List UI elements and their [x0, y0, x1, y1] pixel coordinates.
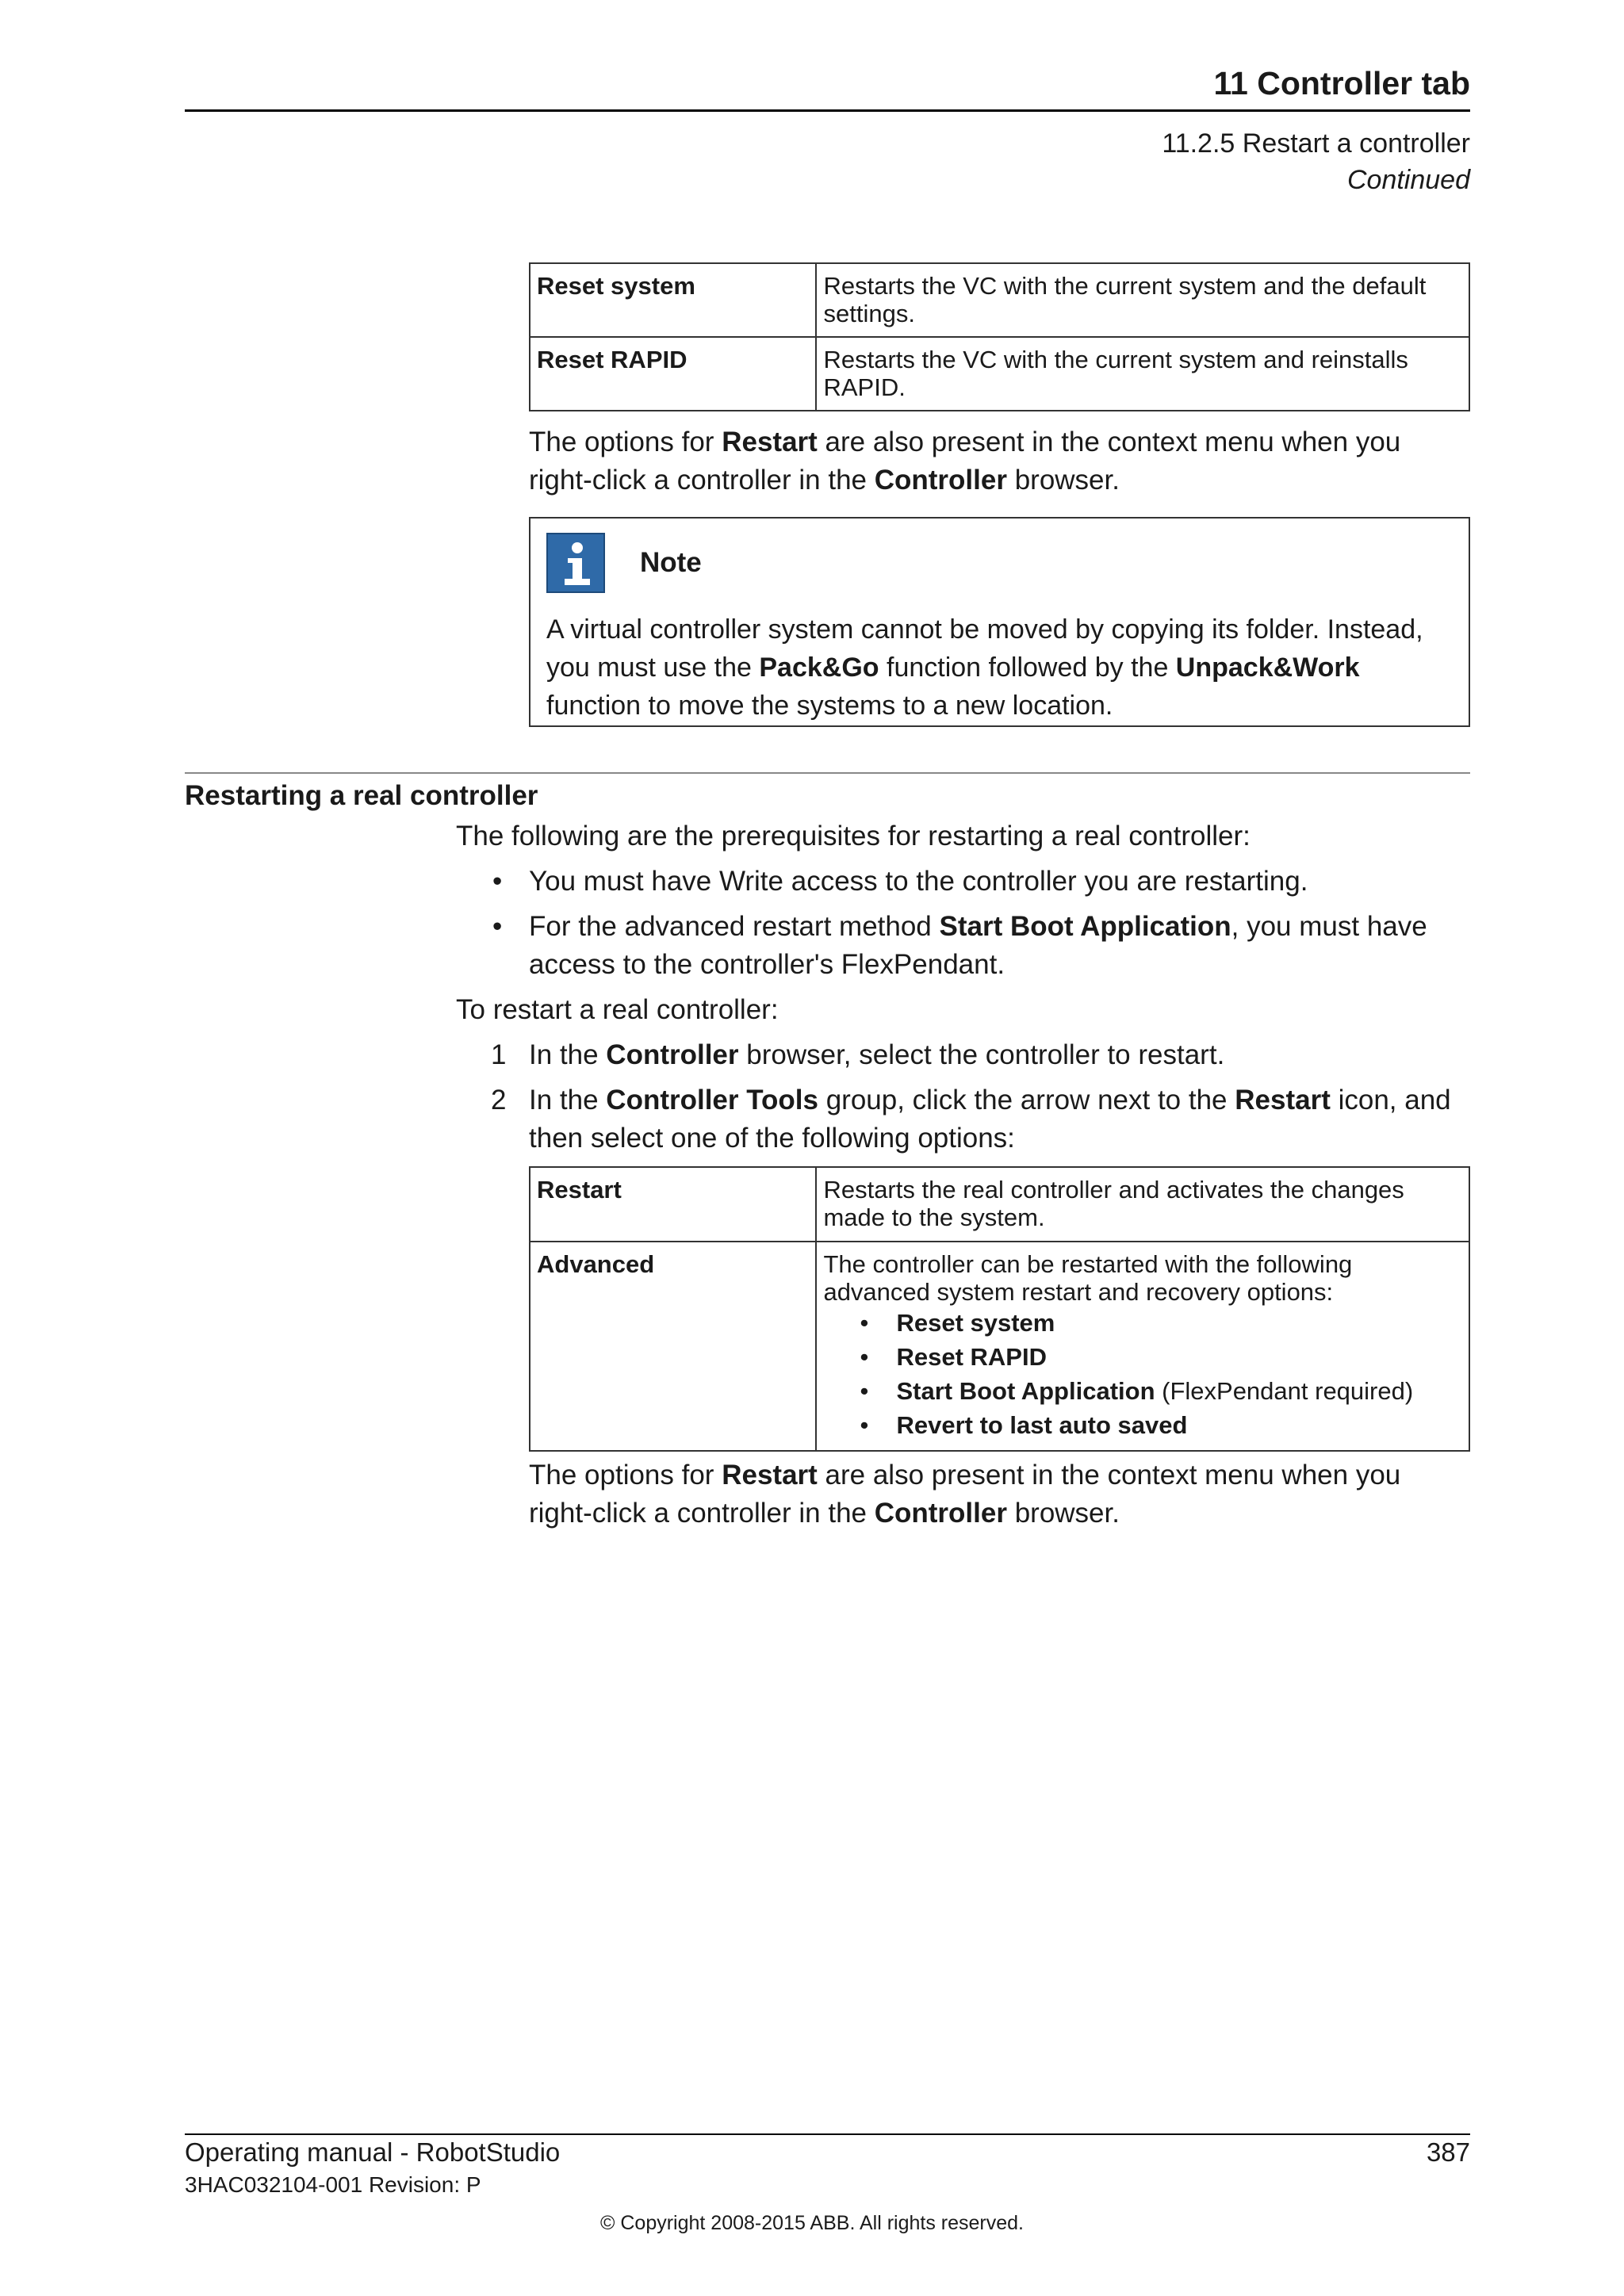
- bold-run: Unpack&Work: [1175, 652, 1360, 683]
- text-run: In the: [529, 1085, 607, 1115]
- bold-run: Restart: [722, 427, 818, 457]
- page-number: 387: [1426, 2137, 1470, 2167]
- restart-context-paragraph-2: [529, 1456, 1470, 1533]
- table-cell-term: Restart: [530, 1167, 816, 1242]
- table-cell-term: Reset RAPID: [530, 337, 816, 411]
- table-cell-desc: Restarts the real controller and activates the changes made to the system.: [816, 1167, 1469, 1242]
- text-run: group, click the arrow next to the: [818, 1085, 1235, 1115]
- bullet-marker: •: [492, 911, 503, 942]
- list-item: [823, 1374, 1462, 1408]
- bold-run: Reset RAPID: [896, 1343, 1047, 1371]
- chapter-title: 11 Controller tab: [1213, 65, 1470, 101]
- list-item: [456, 1081, 1470, 1158]
- note-box: [529, 517, 1470, 727]
- bullet-marker: •: [492, 866, 503, 897]
- bold-run: Start Boot Application: [939, 911, 1231, 942]
- bold-run: Controller Tools: [606, 1085, 818, 1115]
- bold-run: Reset system: [896, 1309, 1055, 1337]
- header-rule: [185, 109, 1470, 112]
- text-run: browser.: [1006, 465, 1120, 496]
- table-row: [530, 1167, 1469, 1242]
- text-run: For the advanced restart method: [529, 911, 940, 942]
- note-text: [546, 610, 1458, 725]
- bullet-marker: •: [860, 1411, 869, 1439]
- info-icon: [546, 533, 605, 593]
- list-item: [823, 1306, 1462, 1340]
- section-title: 11.2.5 Restart a controller: [1162, 128, 1470, 159]
- table-cell-desc: [816, 1242, 1469, 1451]
- text-run: icon, and then select one of the following options:: [529, 1085, 1451, 1154]
- table-cell-desc: Restarts the VC with the current system and the default settings.: [816, 263, 1469, 337]
- text-run: function followed by the: [879, 652, 1176, 683]
- step-number: 2: [491, 1085, 507, 1115]
- table-cell-desc: Restarts the VC with the current system and reinstalls RAPID.: [816, 337, 1469, 411]
- table-row: [530, 337, 1469, 411]
- section-heading: Restarting a real controller: [185, 780, 538, 811]
- section-rule: [185, 772, 1470, 774]
- prereq-list: [456, 863, 1470, 984]
- list-item: [456, 908, 1470, 984]
- table-cell-term: Reset system: [530, 263, 816, 337]
- text-run: You must have Write access to the controller you are restarting.: [529, 866, 1308, 897]
- text-run: A virtual controller system cannot be moved by copying its folder. Instead, you must use the: [546, 614, 1423, 683]
- advanced-desc: The controller can be restarted with the following advanced system restart and recovery options:: [823, 1250, 1353, 1306]
- text-run: , you must have access to the controller's FlexPendant.: [529, 911, 1427, 980]
- text-run: are also present in the context menu when you right-click a controller in the: [529, 427, 1401, 496]
- text-run: The options for: [529, 427, 722, 457]
- table-row: [530, 1242, 1469, 1451]
- text-run: browser.: [1006, 1498, 1120, 1529]
- text-run: are also present in the context menu when you right-click a controller in the: [529, 1460, 1401, 1529]
- list-item: [823, 1340, 1462, 1374]
- reset-options-table: [529, 262, 1470, 411]
- bold-run: Controller: [606, 1039, 739, 1070]
- table-cell-term: Advanced: [530, 1242, 816, 1451]
- restart-options-table: [529, 1166, 1470, 1452]
- step-number: 1: [491, 1039, 507, 1070]
- steps-list: [456, 1036, 1470, 1158]
- text-run: function to move the systems to a new location.: [546, 691, 1113, 721]
- bullet-marker: •: [860, 1309, 869, 1337]
- list-item: [456, 863, 1470, 901]
- document-id: 3HAC032104-001 Revision: P: [185, 2172, 481, 2197]
- list-item: [456, 1036, 1470, 1074]
- advanced-options-list: [823, 1306, 1462, 1442]
- text-run: The options for: [529, 1460, 722, 1490]
- prereq-intro: The following are the prerequisites for restarting a real controller:: [456, 821, 1251, 851]
- copyright: © Copyright 2008-2015 ABB. All rights reserved.: [600, 2212, 1024, 2234]
- bold-run: Restart: [722, 1460, 818, 1490]
- restart-context-paragraph: [529, 423, 1470, 499]
- bold-run: Restart: [1235, 1085, 1331, 1115]
- bold-run: Start Boot Application: [896, 1377, 1155, 1405]
- bold-run: Pack&Go: [759, 652, 879, 683]
- steps-intro: To restart a real controller:: [456, 994, 779, 1025]
- bullet-marker: •: [860, 1343, 869, 1371]
- continued-label: Continued: [1346, 165, 1470, 195]
- table-row: [530, 263, 1469, 337]
- text-run: browser, select the controller to restart.: [738, 1039, 1225, 1070]
- text-run: (FlexPendant required): [1155, 1377, 1414, 1405]
- list-item: [823, 1408, 1462, 1442]
- bold-run: Controller: [874, 1498, 1007, 1529]
- bullet-marker: •: [860, 1377, 869, 1405]
- footer-rule: [185, 2133, 1470, 2135]
- manual-title: Operating manual - RobotStudio: [185, 2137, 561, 2167]
- bold-run: Controller: [874, 465, 1007, 496]
- note-title: Note: [640, 547, 702, 578]
- bold-run: Revert to last auto saved: [896, 1411, 1188, 1439]
- text-run: In the: [529, 1039, 607, 1070]
